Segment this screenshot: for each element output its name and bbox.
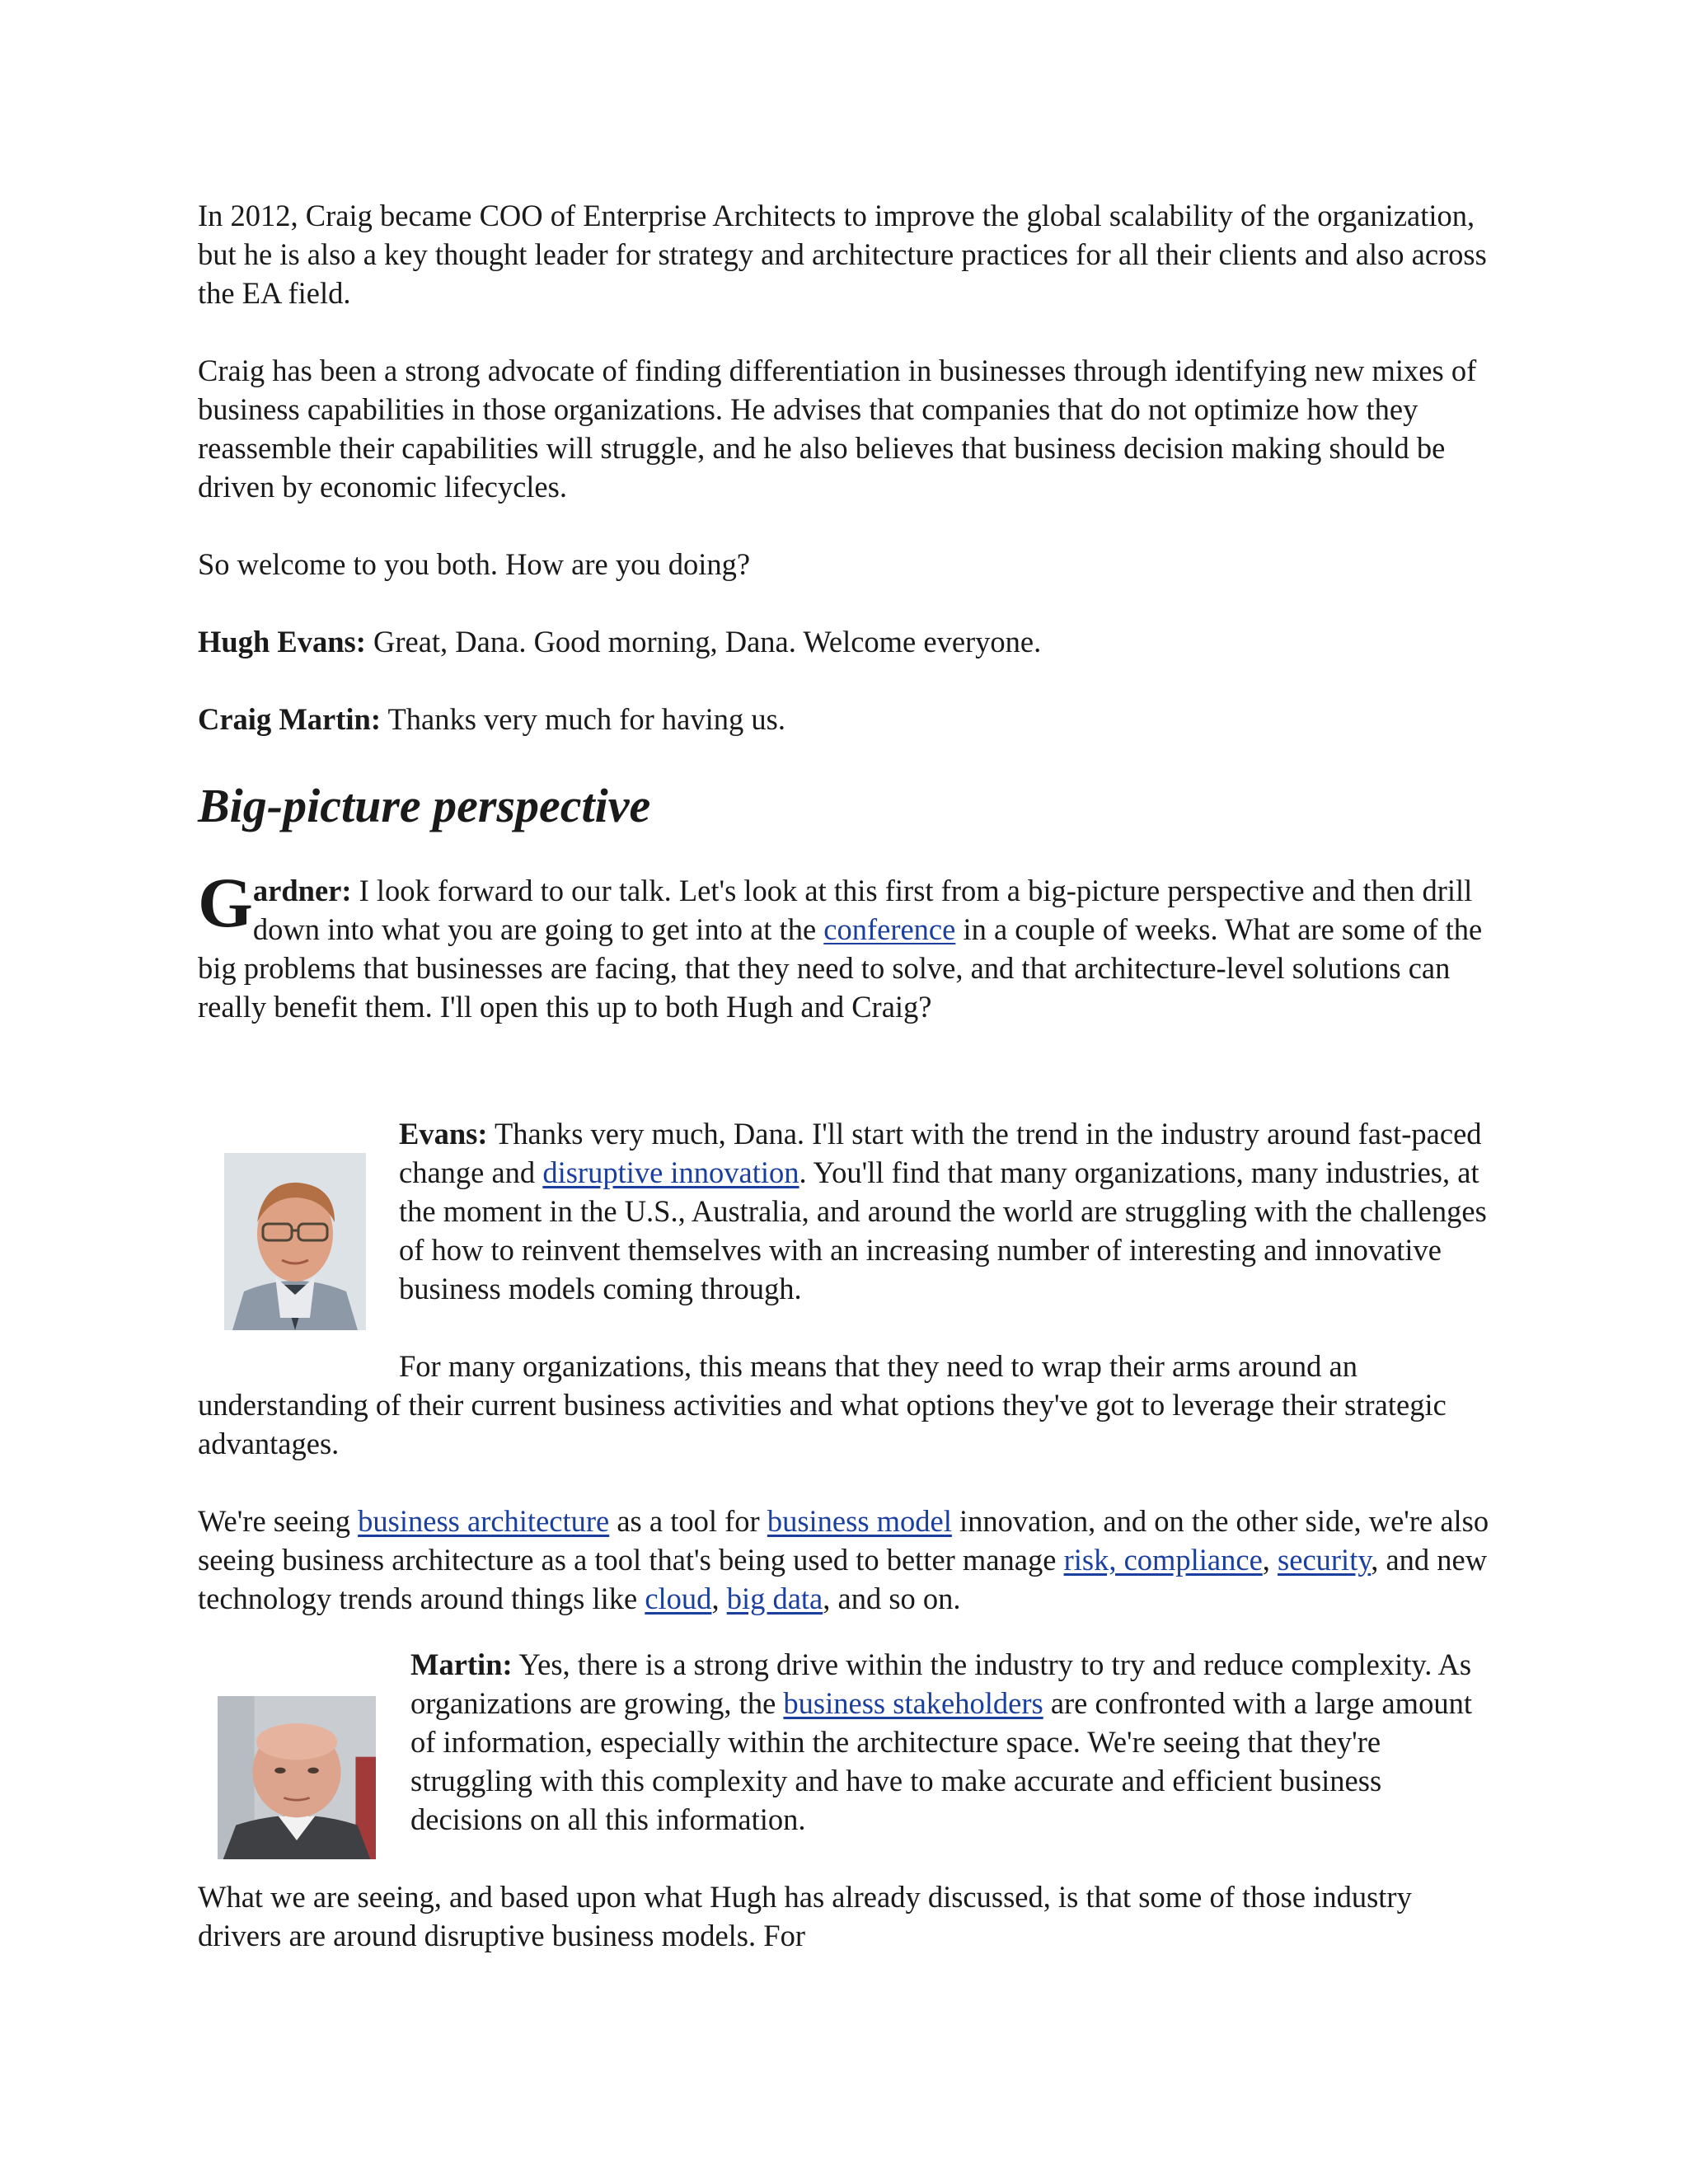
martin-paragraph-2: What we are seeing, and based upon what Hugh has already discussed, is that some of those industry drivers are around disruptive business models. For (198, 1880, 1412, 1952)
speaker-label: Evans: (399, 1117, 488, 1151)
evans-paragraph-3: We're seeing business architecture as a tool for business model innovation, and on the other side, we're also seeing business architecture as a tool that's being used to better manage risk, compliance, security, and new technology trends around things like cloud, big data, and so on. (198, 1504, 1489, 1615)
section-heading: Big-picture perspective (198, 779, 651, 832)
evans-paragraph-2: For many organizations, this means that they need to wrap their arms around an understanding of their current business activities and what options they've got to leverage their strategic advantages. (198, 1349, 1447, 1460)
security-link[interactable]: security (1278, 1543, 1372, 1577)
business-model-link[interactable]: business model (767, 1504, 952, 1538)
speaker-label: Craig Martin: (198, 702, 381, 736)
martin-photo (218, 1696, 376, 1859)
cloud-link[interactable]: cloud (645, 1582, 712, 1615)
martin-paragraph-1: Martin: Yes, there is a strong drive within the industry to try and reduce complexity. As organizations are growing, the business stakeholders are confronted with a large amount of information, especially within the architecture space. We're seeing that they're struggling with this complexity and have to make accurate and efficient business decisions on all this information. (198, 1645, 1500, 1839)
gardner-question: Gardner: I look forward to our talk. Let's look at this first from a big-picture perspective and then drill down into what you are going to get into at the conference in a couple of weeks. What are some of the big problems that businesses are facing, that they need to solve, and that architecture-level solutions can really benefit them. I'll open this up to both Hugh and Craig? (198, 863, 1483, 1024)
article-body (198, 196, 1500, 1065)
evans-answer (198, 1114, 1500, 1618)
drop-cap: G (198, 863, 253, 942)
martin-answer (198, 1645, 1500, 1955)
reply-craig (198, 700, 1500, 738)
evans-paragraph-1: Evans: Thanks very much, Dana. I'll start with the trend in the industry around fast-paced change and disruptive innovation. You'll find that many organizations, many industries, at the moment in the U.S., Australia, and around the world are struggling with the challenges of how to reinvent themselves with an increasing number of interesting and innovative business models coming through. (198, 1114, 1500, 1308)
intro-paragraph-3: So welcome to you both. How are you doing? (198, 547, 751, 581)
speaker-label: Hugh Evans: (198, 625, 366, 658)
risk-compliance-link[interactable]: risk, compliance (1063, 1543, 1263, 1577)
reply-text: Great, Dana. Good morning, Dana. Welcome everyone. (365, 625, 1042, 658)
reply-hugh (198, 622, 1500, 661)
intro-paragraph-1: In 2012, Craig became COO of Enterprise Architects to improve the global scalability of the organization, but he is also a key thought leader for strategy and architecture practices for all their clients and also across the EA field. (198, 199, 1487, 310)
person-photo-icon (218, 1696, 376, 1859)
evans-photo (224, 1153, 366, 1330)
person-photo-icon (224, 1153, 366, 1330)
speaker-label: Martin: (410, 1647, 513, 1681)
speaker-label: ardner: (252, 874, 352, 907)
big-data-link[interactable]: big data (726, 1582, 823, 1615)
conference-link[interactable]: conference (823, 912, 956, 946)
disruptive-innovation-link[interactable]: disruptive innovation (542, 1155, 799, 1189)
intro-paragraph-2: Craig has been a strong advocate of finding differentiation in businesses through identifying new mixes of business capabilities in those organizations. He advises that companies that do not optimize how they reassemble their capabilities will struggle, and he also believes that business decision making should be driven by economic lifecycles. (198, 354, 1477, 504)
reply-text: Thanks very much for having us. (380, 702, 785, 736)
business-stakeholders-link[interactable]: business stakeholders (783, 1686, 1043, 1720)
business-architecture-link[interactable]: business architecture (358, 1504, 610, 1538)
